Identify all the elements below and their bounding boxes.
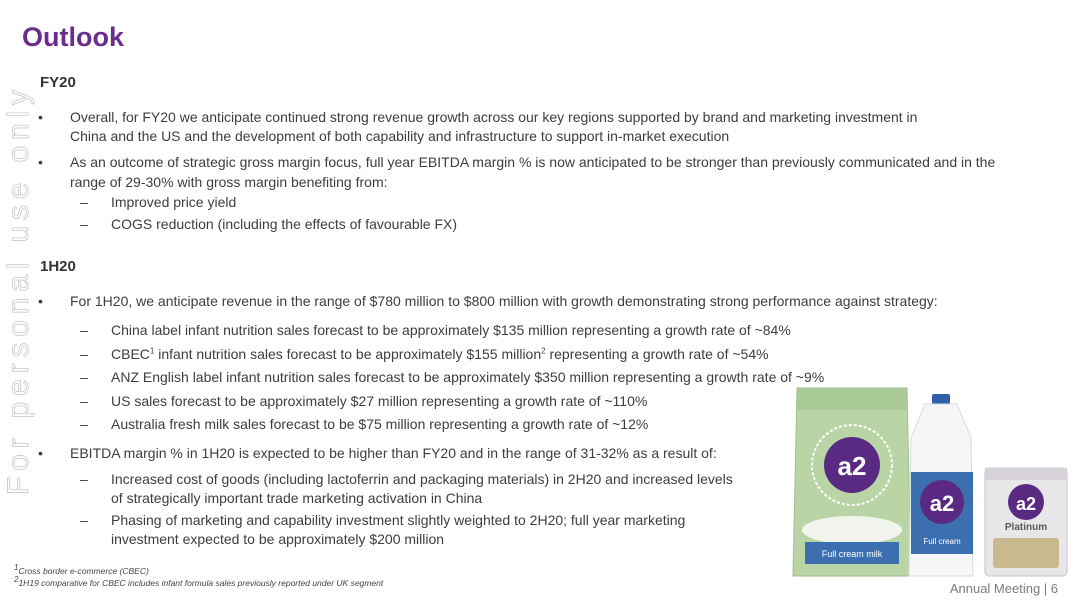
cbec-text: CBEC	[111, 346, 150, 362]
dash-mark: –	[80, 194, 88, 210]
bullet-mark: •	[38, 293, 43, 309]
sub-item-text: US sales forecast to be approximately $27 million representing a growth rate of ~110%	[111, 393, 648, 409]
cbec-forecast-text: infant nutrition sales forecast to be approximately $155 million	[158, 346, 542, 362]
watermark-text: For personal use only	[2, 90, 35, 495]
bullet-text: EBITDA margin % in 1H20 is expected to be higher than FY20 and in the range of 31-32% as a result of:	[70, 445, 717, 461]
footnote-1: $^1$Cross border e-commerce (CBEC)	[14, 563, 149, 576]
product-image	[775, 380, 1075, 580]
formula-tin	[985, 468, 1067, 576]
page-footer: Annual Meeting | 6	[949, 581, 1058, 596]
sub-item-text: of strategically important trade marketing activation in China	[111, 490, 483, 506]
dash-mark: –	[80, 393, 88, 409]
bullet-text: range of 29-30% with gross margin benefiting from:	[70, 174, 388, 190]
section-heading-1h20: 1H20	[40, 258, 76, 275]
dash-mark: –	[80, 322, 88, 338]
watermark	[0, 90, 36, 500]
sub-item-text: COGS reduction (including the effects of favourable FX)	[111, 216, 458, 232]
dash-mark: –	[80, 512, 88, 528]
bullet-mark: •	[38, 109, 43, 125]
cbec-growth-text: representing a growth rate of ~54%	[549, 346, 769, 362]
footnote-ref: 2	[541, 346, 546, 356]
sub-item-text	[111, 345, 1011, 365]
footnotes	[14, 565, 383, 589]
dash-mark: –	[80, 216, 88, 232]
dash-mark: –	[80, 471, 88, 487]
bullet-mark: •	[38, 445, 43, 461]
section-heading-fy20: FY20	[40, 74, 76, 91]
footnote-ref: 1	[149, 346, 155, 356]
sub-item-text: Improved price yield	[111, 194, 237, 210]
sub-item-text: China label infant nutrition sales forecast to be approximately $135 million representing a growth rate of ~84%	[111, 322, 791, 338]
dash-mark: –	[80, 346, 88, 362]
dash-mark: –	[80, 369, 88, 385]
bullet-text: As an outcome of strategic gross margin focus, full year EBITDA margin % is now anticipated to be stronger than previously communicated and in the	[70, 154, 996, 170]
sub-item-text: Increased cost of goods (including lactoferrin and packaging materials) in 2H20 and increased levels	[111, 471, 733, 487]
sub-item-text: ANZ English label infant nutrition sales forecast to be approximately $350 million representing a growth rate of ~9%	[111, 369, 825, 385]
bullet-text: Overall, for FY20 we anticipate continued strong revenue growth across our key regions supported by brand and marketing investment in	[70, 109, 918, 125]
sub-item-text: Australia fresh milk sales forecast to be $75 million representing a growth rate of ~12%	[111, 416, 649, 432]
tin-label: Platinum	[1004, 522, 1048, 533]
bottle-label: Full cream	[923, 537, 961, 546]
bullet-mark: •	[38, 154, 43, 170]
footnote-2: $^2$1H19 comparative for CBEC includes infant formula sales previously reported under UK segment	[14, 575, 384, 588]
bullet-text: For 1H20, we anticipate revenue in the range of $780 million to $800 million with growth demonstrating strong performance against strategy:	[70, 293, 938, 309]
sub-item-text: investment expected to be approximately $200 million	[111, 531, 445, 547]
pouch-label: Full cream milk	[821, 549, 883, 559]
formula-pouch	[793, 388, 911, 576]
dash-mark: –	[80, 416, 88, 432]
page-title: Outlook	[22, 22, 124, 52]
tin-logo: a2	[1015, 494, 1037, 514]
milk-bottle	[909, 394, 973, 576]
bullet-text: China and the US and the development of both capability and infrastructure to support in-market execution	[70, 128, 730, 144]
pouch-logo: a2	[837, 451, 867, 481]
bottle-logo: a2	[929, 491, 955, 516]
sub-item-text: Phasing of marketing and capability investment slightly weighted to 2H20; full year marketing	[111, 512, 686, 528]
